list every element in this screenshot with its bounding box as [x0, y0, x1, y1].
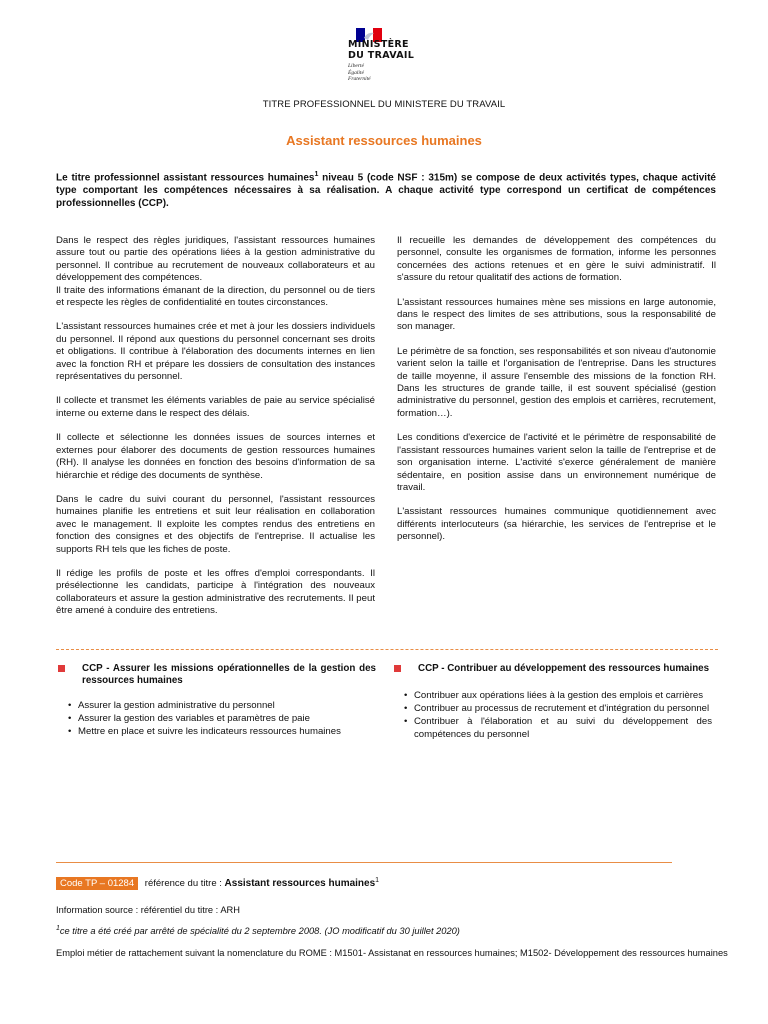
right-paragraph-1: Il recueille les demandes de développement des compétences du personnel, consulte les organismes de formation, informe les personnes concernées des actions retenues et en gère le suivi administratif. Il s'assure du retour qualitatif des actions de formation. — [397, 235, 716, 284]
information-source: Information source : référentiel du titre : ARH — [56, 905, 240, 915]
left-paragraph-2: L'assistant ressources humaines crée et met à jour les dossiers individuels du personnel. Il répond aux questions du personnel concernant ses droits et obligations. Il contribue à l'élaboration des documents internes en lien avec la fonction RH et prépare les dossiers de consultation des instances représentatives du personnel. — [56, 321, 375, 383]
list-item — [404, 702, 712, 715]
ccp-2-skills-list — [392, 689, 712, 741]
square-bullet-icon — [394, 665, 401, 672]
ccp-2-title: CCP - Contribuer au développement des ressources humaines — [418, 663, 710, 674]
ccp-1-heading — [56, 663, 376, 687]
bullet-icon: • — [68, 700, 72, 711]
bullet-icon: • — [68, 713, 72, 724]
ccp-block-2 — [392, 663, 712, 741]
intro-text-end: niveau 5 (code NSF : 315m) se compose de deux activités types, chaque activité type comportant les compétences nécessaires à sa réalisation. A chaque activité type correspond un certificat de compétences professionnelles (CCP). — [56, 172, 716, 210]
creation-footnote — [56, 925, 460, 936]
list-item — [68, 725, 376, 738]
footnote-marker: 1 — [56, 925, 60, 932]
motto-liberte: Liberté — [348, 63, 364, 69]
left-paragraph-6: Il rédige les profils de poste et les offres d'emploi correspondants. Il présélectionne les candidats, participe à l'intégration des nouveaux collaborateurs et assure la gestion administrative des recrutements. Il peut être amené à conduire des entretiens. — [56, 567, 375, 617]
skill-text: Contribuer au processus de recrutement et d'intégration du personnel — [414, 703, 710, 714]
right-paragraph-4: Les conditions d'exercice de l'activité et le périmètre de responsabilité de l'assistant ressources humaines varient selon la taille de l'entreprise et de son organisation interne. L'activité s'exerce généralement de manière sédentaire, en position assise dans un environnement numérique de travail. — [397, 432, 716, 493]
footnote-text: ce titre a été créé par arrêté de spécialité du 2 septembre 2008. (JO modificatif du 30 juillet 2020) — [59, 926, 460, 937]
square-bullet-icon — [58, 665, 65, 672]
code-tp-badge: Code TP – 01284 — [56, 877, 138, 890]
bullet-icon: • — [404, 716, 408, 727]
reference-footnote-marker: 1 — [375, 877, 380, 884]
ccp-2-heading — [392, 663, 712, 675]
ccp-1-title: CCP - Assurer les missions opérationnelles de la gestion des ressources humaines — [82, 663, 376, 686]
bullet-icon: • — [68, 726, 72, 737]
motto-fraternite: Fraternité — [348, 76, 371, 82]
intro-text-start: Le titre professionnel assistant ressources humaines — [56, 172, 315, 184]
section-divider — [56, 649, 718, 650]
ccp-block-1 — [56, 663, 376, 738]
reference-label: référence du titre : — [144, 878, 222, 890]
list-item — [404, 715, 712, 741]
left-paragraph-1: Dans le respect des règles juridiques, l'assistant ressources humaines assure tout ou partie des opérations liées à la gestion administrative du personnel. Il contribue au recrutement de nouveaux collaborateurs et au développement des compétences. Il traite des informations émanant de la direction, du personnel ou de tiers et respecte les règles de confidentialité en toutes circonstances. — [56, 235, 375, 309]
document-header: TITRE PROFESSIONNEL DU MINISTERE DU TRAVAIL — [262, 99, 506, 110]
intro-footnote-marker: 1 — [314, 171, 319, 178]
reference-title: Assistant ressources humaines — [224, 878, 376, 890]
right-paragraph-5: L'assistant ressources humaines communique quotidiennement avec différents interlocuteurs (sa hiérarchie, les services de l'entreprise et le personnel). — [397, 506, 716, 543]
logo-line-1: MINISTÈRE — [348, 39, 409, 50]
right-paragraph-3: Le périmètre de sa fonction, ses responsabilités et son niveau d'autonomie varient selon la taille et l'organisation de l'entreprise. Dans les structures de taille moyenne, il assure l'ensemble des missions de la fonction RH. Dans les structures de grande taille, il est souvent spécialisé (gestion administrative du personnel, gestion des emplois et carrières, recrutement, formation…). — [397, 345, 716, 419]
left-paragraph-3: Il collecte et transmet les éléments variables de paie au service spécialisé interne ou externe dans le respect des délais. — [56, 395, 375, 419]
intro-paragraph — [56, 168, 716, 210]
logo-motto — [348, 63, 371, 83]
left-paragraph-4: Il collecte et sélectionne les données issues de sources internes et externes pour élaborer des documents de gestion ressources humaines (RH). Il analyse les données en fonction des besoins d'information de sa hiérarchie et rédige des documents de synthèse. — [56, 432, 375, 481]
reference-line — [56, 877, 379, 890]
rome-reference: Emploi métier de rattachement suivant la nomenclature du ROME : M1501- Assistanat en ressources humaines; M1502- Développement des ressources humaines — [56, 948, 728, 958]
skill-text: Assurer la gestion administrative du personnel — [78, 700, 275, 711]
left-paragraph-5: Dans le cadre du suivi courant du personnel, l'assistant ressources humaines planifie les entretiens et suit leur réalisation en collaboration avec le management. Il exploite les comptes rendus des entretiens en fonction des consignes et des objectifs de l'entreprise. Il actualise les supports RH tels que les fiches de poste. — [56, 493, 375, 555]
list-item — [404, 689, 712, 702]
right-paragraph-2: L'assistant ressources humaines mène ses missions en large autonomie, dans le respect des limites de ses attributions, sous la responsabilité de son manager. — [397, 296, 716, 333]
ccp-1-skills-list — [56, 699, 376, 738]
skill-text: Assurer la gestion des variables et paramètres de paie — [78, 713, 310, 724]
logo-text — [348, 40, 414, 61]
motto-egalite: Égalité — [348, 69, 364, 76]
skill-text: Contribuer à l'élaboration et au suivi du développement des compétences du personnel — [414, 716, 712, 740]
bullet-icon: • — [404, 703, 408, 714]
bullet-icon: • — [404, 690, 408, 701]
left-description-column — [56, 235, 375, 630]
list-item — [68, 699, 376, 712]
footer-divider — [56, 862, 672, 863]
skill-text: Contribuer aux opérations liées à la gestion des emplois et carrières — [414, 690, 704, 701]
page-title: Assistant ressources humaines — [286, 133, 482, 148]
right-description-column — [397, 235, 716, 556]
logo-line-2: DU TRAVAIL — [348, 49, 415, 61]
skill-text: Mettre en place et suivre les indicateurs ressources humaines — [78, 726, 341, 737]
list-item — [68, 712, 376, 725]
